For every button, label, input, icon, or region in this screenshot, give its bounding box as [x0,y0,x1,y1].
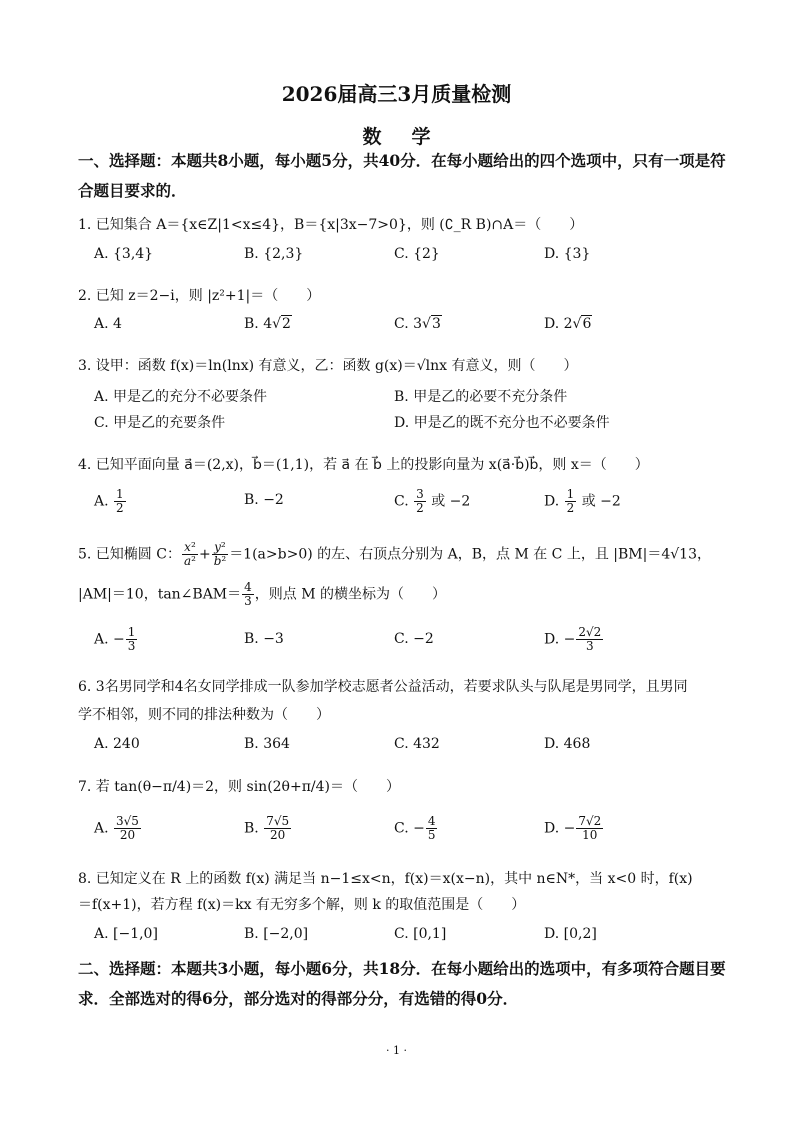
section-1-heading: 一、选择题：本题共8小题，每小题5分，共40分．在每小题给出的四个选项中，只有一项是符合题目要求的． [78,151,726,200]
q4-option-c: C. $\frac{3}{2}$ 或 −2 [394,487,471,515]
q3-option-a: A. 甲是乙的充分不必要条件 [94,389,268,405]
page-number: · 1 · [386,1044,407,1057]
q2-option-c: C. 3√3 [394,316,441,332]
q4-option-d: D. $\frac{1}{2}$ 或 −2 [544,487,621,515]
q2-option-b: B. 4√2 [244,316,291,332]
q3-option-d: D. 甲是乙的既不充分也不必要条件 [394,415,610,431]
q1-option-a: A. {3,4} [94,246,154,262]
q6-option-b: B. 364 [244,736,290,752]
q5-option-a: A. − $\frac{1}{3}$ [94,625,136,653]
q5-option-c: C. −2 [394,631,434,647]
exam-title: 2026届高三3月质量检测 [281,82,512,106]
question-6-stem-line1: 6. 3名男同学和4名女同学排成一队参加学校志愿者公益活动，若要求队头与队尾是男同学，且男同 [78,679,688,695]
q8-option-c: C. [0,1] [394,926,447,942]
question-2-stem: 2. 已知 z＝2−i，则 |z²+1|＝（ ） [78,288,321,304]
q1-option-b: B. {2,3} [244,246,304,262]
q5-option-b: B. −3 [244,631,284,647]
q8-option-a: A. [−1,0] [94,926,158,942]
q7-option-d: D. − $\frac{7√2}{10}$ [544,814,602,842]
q8-option-d: D. [0,2] [544,926,597,942]
q5-option-d: D. − $\frac{2√2}{3}$ [544,625,602,653]
q3-option-b: B. 甲是乙的必要不充分条件 [394,389,568,405]
question-8-stem-line1: 8. 已知定义在 R 上的函数 f(x) 满足当 n−1≤x<n，f(x)＝x(x−n)，其中 n∈N*，当 x<0 时，f(x) [78,871,693,887]
q4-option-a: A. $\frac{1}{2}$ [94,487,124,515]
question-3-stem: 3. 设甲：函数 f(x)＝ln(lnx) 有意义，乙：函数 g(x)＝√lnx 有意义，则（ ） [78,358,578,374]
question-6-stem-line2: 学不相邻，则不同的排法种数为（ ） [78,707,330,723]
q1-option-c: C. {2} [394,246,440,262]
question-7-stem: 7. 若 tan(θ−π/4)＝2，则 sin(2θ+π/4)＝（ ） [78,779,401,795]
q3-option-c: C. 甲是乙的充要条件 [94,415,226,431]
section-2-heading: 二、选择题：本题共3小题，每小题6分，共18分．在每小题给出的选项中，有多项符合题目要求．全部选对的得6分，部分选对的得部分分，有选错的得0分． [78,959,726,1008]
q2-option-d: D. 2√6 [544,316,592,332]
q8-option-b: B. [−2,0] [244,926,309,942]
question-5-stem-line2: |AM|＝10，tan∠BAM＝ $\frac{4}{3}$ ，则点 M 的横坐标为（ ） [78,580,447,608]
question-5-stem-line1: 5. 已知椭圆 C： $\frac{\text{x²}}{\text{a²}}$ + $\frac{\text{y²}}{\text{b²}}$ ＝1(a>b>0) 的左、右顶点分别为 A，B，点 M 在 C 上，且 |BM|＝4√13， [78,540,711,568]
q1-option-d: D. {3} [544,246,591,262]
q2-option-a: A. 4 [94,316,122,332]
question-1-stem: 1. 已知集合 A＝{x∈Z|1<x≤4}，B＝{x|3x−7>0}，则 (∁_R B)∩A＝（ ） [78,217,584,233]
question-4-stem: 4. 已知平面向量 a⃗＝(2,x)，b⃗＝(1,1)，若 a⃗ 在 b⃗ 上的投影向量为 x(a⃗·b⃗)b⃗，则 x＝（ ） [78,457,649,473]
q7-option-b: B. $\frac{7√5}{20}$ [244,814,290,842]
q4-option-b: B. −2 [244,492,284,508]
q7-option-c: C. − $\frac{4}{5}$ [394,814,436,842]
question-8-stem-line2: ＝f(x+1)，若方程 f(x)＝kx 有无穷多个解，则 k 的取值范围是（ ） [78,897,526,913]
q6-option-a: A. 240 [94,736,140,752]
subject-title: 数学 [362,126,461,148]
q6-option-d: D. 468 [544,736,591,752]
q7-option-a: A. $\frac{3√5}{20}$ [94,814,139,842]
q6-option-c: C. 432 [394,736,440,752]
